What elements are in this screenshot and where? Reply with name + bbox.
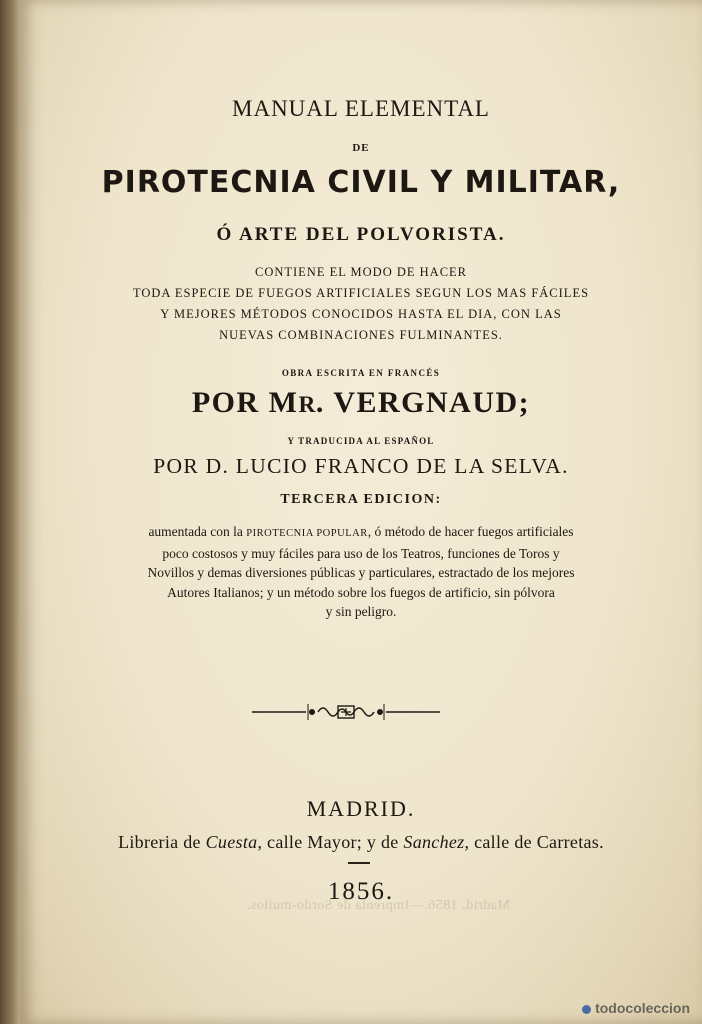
translated-note: Y TRADUCIDA AL ESPAÑOL [287,436,435,446]
publisher-name-sanchez: Sanchez [403,832,465,852]
title-connector: DE [352,142,370,154]
watermark-logo-icon [582,1005,591,1014]
contents-description [20,262,702,346]
contents-line: TODA ESPECIE DE FUEGOS ARTIFICIALES SEGUN LOS MAS FÁCILES [132,286,590,300]
title-page [20,0,702,1024]
publisher-text: , calle de Carretas. [464,832,604,852]
contents-line: NUEVAS COMBINACIONES FULMINANTES. [219,328,503,342]
author-por: POR M [191,386,299,419]
desc-smallcaps: PIROTECNIA POPULAR [246,528,368,539]
ornament-divider [248,700,444,724]
publication-year: 1856. [327,878,395,905]
desc-line: y sin peligro. [325,604,397,619]
desc-line [20,522,702,544]
contents-line: Y MEJORES MÉTODOS CONOCIDOS HASTA EL DIA, CON LAS [160,307,562,321]
subtitle: Ó ARTE DEL POLVORISTA. [216,224,506,245]
separator-dash [348,862,370,864]
desc-text: aumentada con la [148,524,247,539]
desc-line: poco costosos y muy fáciles para uso de los Teatros, funciones de Toros y [162,545,560,561]
publisher-text: Libreria de [118,832,206,852]
publisher-text: , calle Mayor; y de [257,832,404,852]
desc-text: , ó método de hacer fuegos artificiales [367,524,574,539]
bleed-through-text: Madrid, 1856.—Imprenta de Sordo-muilos. [246,898,510,913]
desc-line: Autores Italianos; y un método sobre los fuegos de artificio, sin pólvora [167,584,555,600]
translator-line: POR D. LUCIO FRANCO DE LA SELVA. [153,454,569,478]
author-line [20,386,702,420]
edition-line: TERCERA EDICION: [280,492,442,507]
author-title-suffix: R [298,392,316,418]
watermark-text: todocoleccion [595,1000,690,1016]
publisher-line [20,832,702,853]
main-title: PIROTECNIA CIVIL Y MILITAR, [101,165,621,200]
edition-description [20,522,702,622]
publication-city: MADRID. [306,796,416,821]
desc-line: Novillos y demas diversiones públicas y particulares, estractado de los mejores [147,565,575,580]
watermark [582,1000,690,1016]
author-name: . VERGNAUD; [315,386,531,419]
contents-line: CONTIENE EL MODO DE HACER [254,265,468,279]
publisher-name-cuesta: Cuesta [205,832,258,852]
written-in-note: OBRA ESCRITA EN FRANCÉS [281,368,441,378]
title-line-manual: MANUAL ELEMENTAL [232,96,490,121]
